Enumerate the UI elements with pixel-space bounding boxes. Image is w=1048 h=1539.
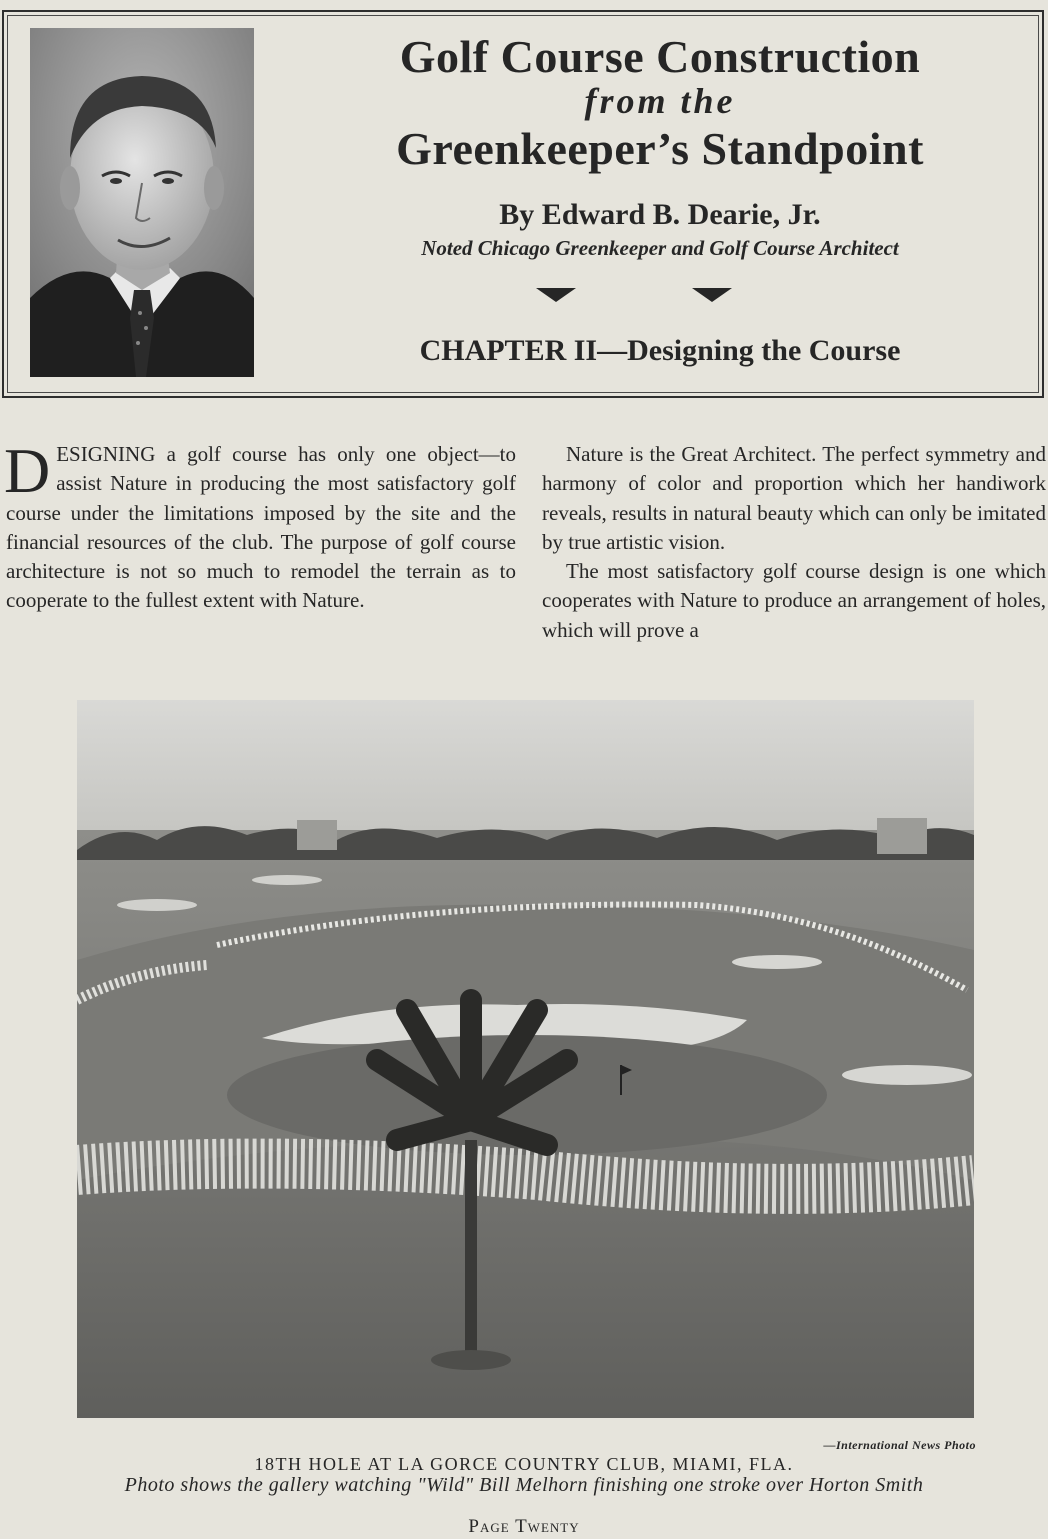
down-arrow-icon: [692, 288, 732, 302]
author-portrait: [30, 28, 254, 377]
down-arrow-icon: [536, 288, 576, 302]
page-number: Page Twenty: [468, 1516, 580, 1537]
ornament-arrows: [536, 286, 736, 306]
left-paragraph-text: ESIGNING a golf course has only one object—to assist Nature in producing the most satisfactory golf course under the limitations imposed by the site and the financial resources of the club. The purpose of golf course architecture is not so much to remodel the terrain as to cooperate to the fullest extent with Nature.: [6, 442, 516, 613]
golf-course-photo: [77, 700, 974, 1418]
photo-caption-title: 18TH HOLE AT LA GORCE COUNTRY CLUB, MIAMI, FLA.: [254, 1454, 794, 1474]
photo-caption-description: Photo shows the gallery watching "Wild" Bill Melhorn finishing one stroke over Horton Smith: [124, 1474, 924, 1496]
chapter-heading: CHAPTER II—Designing the Course: [419, 334, 901, 367]
right-paragraph-2: The most satisfactory golf course design is one which cooperates with Nature to produce an arrangement of holes, which will prove a: [542, 559, 1046, 642]
right-paragraph-1: Nature is the Great Architect. The perfect symmetry and harmony of color and proportion which her handiwork reveals, results in natural beauty which can only be imitated by true artistic vision.: [542, 442, 1046, 554]
author-subtitle: Noted Chicago Greenkeeper and Golf Course Architect: [421, 236, 899, 260]
golf-course-photo-drawing: [77, 700, 974, 1418]
title-line-1: Golf Course Construction: [399, 31, 921, 82]
drop-cap: D: [4, 435, 51, 506]
author-portrait-drawing: [30, 28, 254, 377]
title-line-2: from the: [584, 81, 736, 121]
left-paragraph: [4, 435, 516, 616]
photo-credit: —International News Photo: [823, 1438, 976, 1452]
title-line-3: Greenkeeper’s Standpoint: [396, 123, 924, 174]
article-column-right: [542, 440, 1046, 645]
article-column-left: [4, 435, 516, 616]
author-byline: By Edward B. Dearie, Jr.: [499, 198, 821, 231]
